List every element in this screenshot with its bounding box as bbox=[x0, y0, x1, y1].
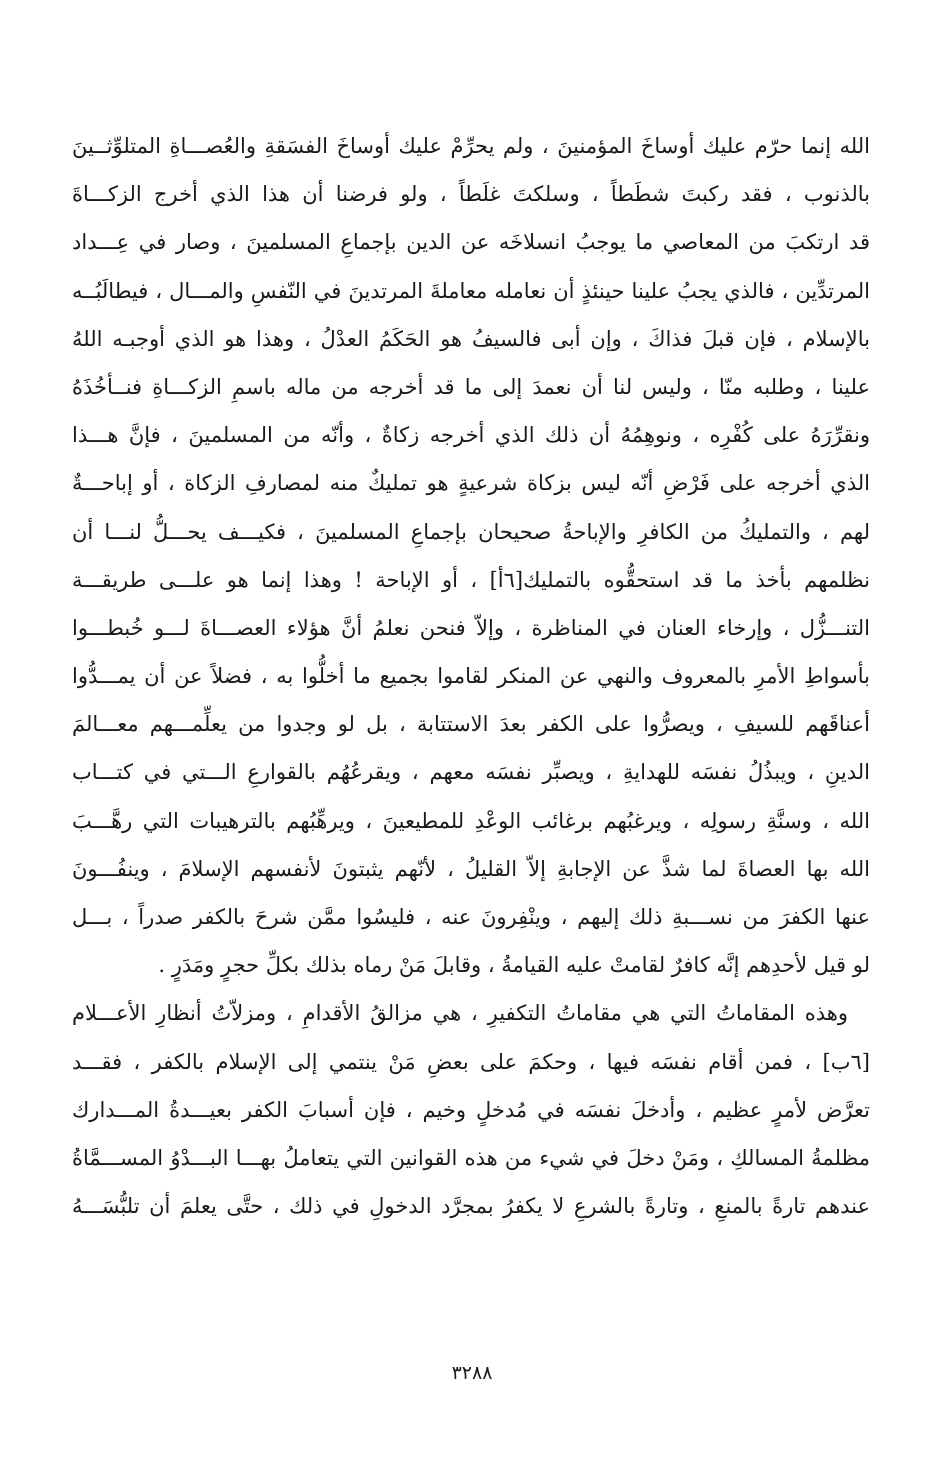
paragraph-2 bbox=[72, 989, 870, 1230]
text-line: عنها الكفرَ من نســـبةِ ذلك إليهم ، وينْفِرونَ عنه ، فليسُوا ممَّن شرحَ بالكفر صدراً ، بـــل bbox=[72, 905, 870, 929]
text-line: الذي أخرجه على فَرْضِ أنّه ليس بزكاة شرعيةٍ هو تمليكٌ منه لمصارفِ الزكاة ، أو إباحـــةٌ bbox=[72, 471, 870, 496]
text-line: علينا ، وطلبه منّا ، وليس لنا أن نعمدَ إلى ما قد أخرجه من ماله باسمِ الزكـــاةِ فنــأخُذَهُ bbox=[72, 374, 870, 399]
text-line: بالذنوب ، فقد ركبتَ شطَطاً ، وسلكتَ غلَطاً ، ولو فرضنا أن هذا الذي أخرج الزكـــاةَ bbox=[72, 182, 870, 207]
text-line: قد ارتكبَ من المعاصي ما يوجبُ انسلاخَه عن الدين بإجماعِ المسلمينَ ، وصار في عِـــداد bbox=[72, 230, 870, 255]
text-line: الله بها العصاةَ لما شذَّ عن الإجابةِ إلاّ القليلُ ، لأنّهم يثبتونَ لأنفسهم الإسلامَ ، وينفُـــونَ bbox=[72, 856, 870, 881]
text-line: أعناقَهم للسيفِ ، ويصرُّوا على الكفر بعدَ الاستتابة ، بل لو وجدوا من يعلِّمـــهم معـــالمَ bbox=[72, 712, 870, 737]
text-line: لو قيل لأحدِهم إنَّه كافرٌ لقامتْ عليه القيامةُ ، وقابلَ مَنْ رماه بذلك بكلِّ حجرٍ ومَدَرٍ . bbox=[158, 953, 870, 978]
body-text bbox=[72, 122, 870, 1230]
text-line: تعرَّض لأمرٍ عظيم ، وأدخلَ نفسَه في مُدخلٍ وخيم ، فإن أسبابَ الكفر بعيـــدةُ المـــدارك bbox=[72, 1097, 870, 1122]
text-line: بأسواطِ الأمرِ بالمعروف والنهي عن المنكر لقاموا بجميع ما أخلُّوا به ، فضلاً عن أن يمـــدُّوا bbox=[72, 664, 870, 689]
text-line: الله ، وسنَّةِ رسولِه ، ويرغبُهم برغائب الوعْدِ للمطيعينَ ، ويرهِّبُهم بالترهيبات التي رهَّـــبَ bbox=[72, 808, 870, 833]
text-line: عندهم تارةً بالمنعِ ، وتارةً بالشرعِ لا يكفرُ بمجرَّد الدخولِ في ذلك ، حتَّى يعلمَ أن تلبُّسَـــهُ bbox=[72, 1194, 870, 1219]
page-number: ٣٢٨٨ bbox=[451, 1362, 493, 1384]
text-line: التنـــزُّل ، وإرخاء العنان في المناظرة ، وإلاّ فنحن نعلمُ أنَّ هؤلاء العصـــاةَ لـــو خُبطـــوا bbox=[72, 615, 870, 640]
text-line: لهم ، والتمليكُ من الكافرِ والإباحةُ صحيحان بإجماعِ المسلمينَ ، فكيـــف يحـــلُّ لنـــا أن bbox=[72, 519, 870, 544]
text-line: [٦ب] ، فمن أقام نفسَه فيها ، وحكمَ على بعضِ مَنْ ينتمي إلى الإسلام بالكفر ، فقـــد bbox=[72, 1049, 870, 1074]
text-line: الدينِ ، ويبذُلُ نفسَه للهدايةِ ، ويصبِّر نفسَه معهم ، ويقرعُهُم بالقوارعِ الـــتي في كتـــاب bbox=[72, 760, 870, 785]
text-line: الله إنما حرّم عليك أوساخَ المؤمنينَ ، ولم يحرِّمْ عليك أوساخَ الفسَقةِ والعُصـــاةِ المتلوِّثــينَ bbox=[72, 134, 870, 158]
text-line: بالإسلام ، فإن قبلَ فذاكَ ، وإن أبى فالسيفُ هو الحَكَمُ العدْلُ ، وهذا هو الذي أوجبـه اللهُ bbox=[72, 326, 870, 351]
text-line: وهذه المقاماتُ التي هي مقاماتُ التكفيرِ ، هي مزالقُ الأقدامِ ، ومزلاّتُ أنظارِ الأعـــلام bbox=[72, 1001, 848, 1026]
text-line: المرتدِّين ، فالذي يجبُ علينا حينئذٍ أن نعامله معاملةَ المرتدينَ في النّفسِ والمـــال ، فيطالَبُــه bbox=[72, 278, 870, 303]
text-line: ونقرِّرَهُ على كُفْرِه ، ونوهِمُهُ أن ذلك الذي أخرجه زكاةٌ ، وأنّه من المسلمينَ ، فإنَّ هـــذا bbox=[72, 423, 870, 448]
text-line: نظلمهم بأخذ ما قد استحقُّوه بالتمليك[٦أ] ، أو الإباحة ! وهذا إنما هو علـــى طريقـــة bbox=[72, 567, 870, 592]
paragraph-1 bbox=[72, 122, 870, 989]
text-line: مظلمةُ المسالكِ ، ومَنْ دخلَ في شيء من هذه القوانين التي يتعاملُ بهـــا البـــدْوُ المســـمَّاةُ bbox=[72, 1145, 870, 1170]
